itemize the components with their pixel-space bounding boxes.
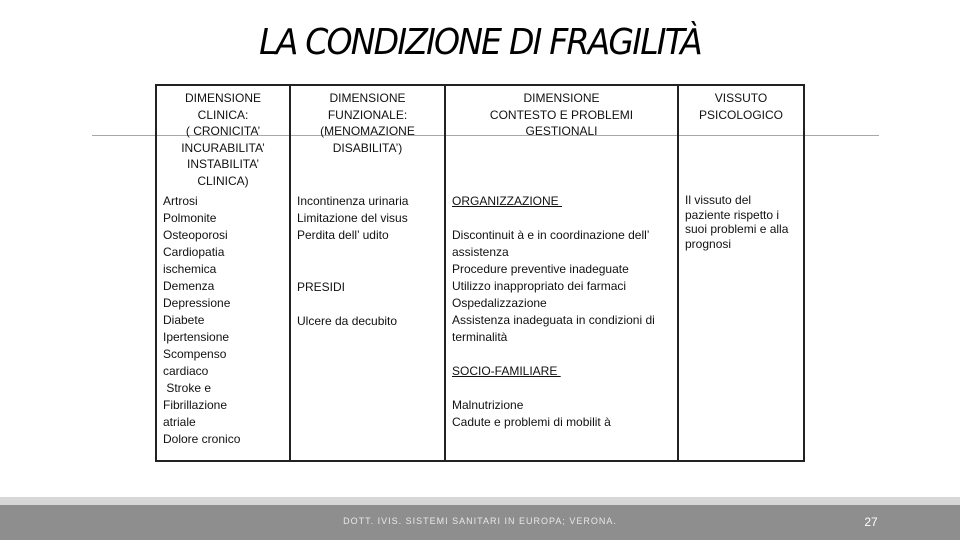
list-item: Discontinuit à e in coordinazione dell’ assistenza [452, 228, 650, 259]
header-text: (MENOMAZIONE [320, 124, 415, 138]
list-item: Ulcere da decubito [297, 314, 398, 328]
list-item: Fibrillazione [163, 398, 228, 412]
header-clinical [157, 86, 291, 187]
functional-conditions-cell [291, 187, 446, 460]
organizzazione-heading: ORGANIZZAZIONE [452, 194, 563, 208]
header-text: CLINICA) [197, 173, 249, 188]
header-text: CONTESTO E PROBLEMI [489, 107, 634, 122]
list-item: Utilizzo inappropriato dei farmaci [452, 279, 627, 293]
header-text: CLINICA: [197, 107, 249, 122]
list-item: Incontinenza urinaria [297, 194, 409, 208]
header-text: DIMENSIONE [523, 91, 600, 105]
list-item: Demenza [163, 279, 215, 293]
psychological-text: Il vissuto del paziente rispetto i suoi problemi e alla prognosi [685, 193, 789, 251]
list-item: Cardiopatia [163, 245, 225, 259]
header-text: ( CRONICITA’ [185, 124, 261, 138]
footer-text: DOTT. IVIS. SISTEMI SANITARI IN EUROPA; VERONA. [343, 516, 617, 526]
header-text: FUNZIONALE: [327, 107, 408, 122]
list-item: Ipertensione [163, 330, 230, 344]
list-item: Stroke e [163, 381, 212, 395]
list-item: Perdita dell’ udito [297, 228, 389, 242]
list-item: Procedure preventive inadeguate [452, 262, 629, 276]
list-item: Limitazione del visus [297, 211, 408, 225]
header-text: DIMENSIONE [184, 91, 261, 105]
list-item: Cadute e problemi di mobilit à [452, 415, 611, 429]
list-item: Malnutrizione [452, 398, 524, 412]
header-functional [291, 86, 446, 187]
list-item: Scompenso [163, 347, 227, 361]
page-number: 27 [864, 515, 878, 529]
header-text: DIMENSIONE [329, 91, 406, 105]
list-item: Artrosi [163, 194, 198, 208]
list-item: atriale [163, 415, 196, 429]
clinical-conditions-cell [157, 187, 291, 460]
context-problems-cell [446, 187, 679, 460]
header-text: INSTABILITA’ [186, 157, 259, 171]
footer-band [0, 497, 960, 505]
fragility-table [155, 84, 805, 462]
header-psychological [679, 86, 803, 187]
list-item: ischemica [163, 262, 217, 276]
header-context [446, 86, 679, 187]
list-item: Depressione [163, 296, 231, 310]
header-text: DISABILITA’) [332, 140, 403, 155]
header-text: PSICOLOGICO [698, 107, 784, 122]
slide-title: LA CONDIZIONE DI FRAGILITÀ [259, 22, 701, 63]
socio-familiare-heading: SOCIO-FAMILIARE [452, 364, 561, 378]
header-text: GESTIONALI [525, 124, 598, 138]
list-item: Osteoporosi [163, 228, 228, 242]
list-item: Assistenza inadeguata in condizioni di terminalità [452, 313, 655, 344]
header-text: VISSUTO [714, 91, 768, 105]
presidi-label: PRESIDI [297, 280, 346, 294]
list-item: Dolore cronico [163, 432, 241, 446]
list-item: cardiaco [163, 364, 209, 378]
header-text: INCURABILITA’ [181, 140, 265, 155]
list-item: Diabete [163, 313, 205, 327]
list-item: Ospedalizzazione [452, 296, 547, 310]
psychological-cell [679, 187, 803, 460]
list-item: Polmonite [163, 211, 217, 225]
